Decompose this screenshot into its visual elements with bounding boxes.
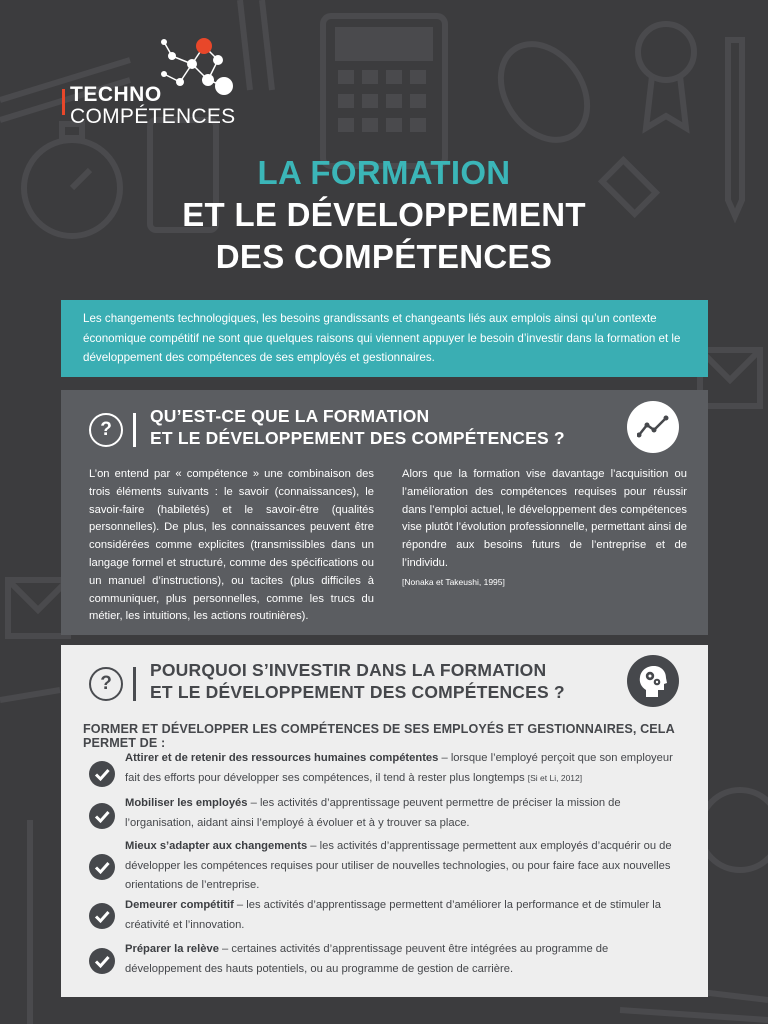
title-line-3: DES COMPÉTENCES [215,238,553,275]
line-chart-icon [627,401,679,453]
benefit-description: – les activités d’apprentissage peuvent permettre de préciser la mission de l’organisation, aidant ainsi l’employé à évoluer et à y trouver sa place. [125,797,621,829]
benefit-reference: [Si et Li, 2012] [527,772,583,783]
title-line-2: ET LE DÉVELOPPEMENT [182,196,586,233]
benefit-text [125,837,685,896]
logo-accent-bar [62,89,65,115]
benefit-description: – les activités d’apprentissage permettent aux employés d’acquérir ou de développer les compétences requises pour utiliser de nouvelles technologies, ou pour faire face aux nouvelles orientations de l’entreprise. [125,840,672,891]
page-title [0,152,768,278]
question-icon: ? [89,667,123,701]
benefit-title: Demeurer compétitif [125,899,234,911]
techno-competences-logo [58,34,258,129]
benefit-text [125,896,685,935]
benefit-description: – lorsque l’employé perçoit que son employeur fait des efforts pour développer ses compétences, il tend à rester plus longtemps [125,752,673,784]
benefit-description: – certaines activités d’apprentissage peuvent être intégrées au programme de développement des hauts potentiels, ou au programme de gestion de carrière. [125,943,609,975]
check-circle-icon [89,854,115,880]
benefit-title: Mobiliser les employés [125,797,248,809]
benefit-text [125,794,685,833]
intro-banner: Les changements technologiques, les besoins grandissants et changeants liés aux emplois ainsi qu’un contexte économique compétitif ne sont que quelques raisons qui viennent appuyer le besoin d’investir dans la formation et le développement des compétences de ses employés et gestionnaires. [61,300,708,377]
logo-text-competences: COMPÉTENCES [70,105,236,128]
heading-divider [133,667,136,701]
section-heading-line-2: ET LE DÉVELOPPEMENT DES COMPÉTENCES ? [150,428,565,448]
section-heading-line-2: ET LE DÉVELOPPEMENT DES COMPÉTENCES ? [150,682,565,702]
check-circle-icon [89,903,115,929]
section-heading [150,405,565,449]
check-circle-icon [89,803,115,829]
benefit-description: – les activités d’apprentissage permettent d’améliorer la performance et de stimuler la créativité et l’innovation. [125,899,661,931]
benefit-text [125,940,685,979]
molecule-logo-icon [158,34,238,104]
benefit-title: Préparer la relève [125,943,219,955]
heading-divider [133,413,136,447]
benefit-title: Mieux s’adapter aux changements [125,840,308,852]
question-icon: ? [89,413,123,447]
section-heading [150,659,565,703]
benefit-text [125,749,685,788]
head-gears-icon [627,655,679,707]
section-heading-line-1: POURQUOI S’INVESTIR DANS LA FORMATION [150,660,547,680]
definition-text-left: L’on entend par « compétence » une combinaison des trois éléments suivants : le savoir (connaissances), le savoir-faire (habiletés) et le savoir-être (qualités personnelles). De plus, les connaissances peuvent être considérées comme explicites (transmissibles dans un langage formel et structuré, comme des spécifications ou un manuel d’instructions), ou tacites (plus difficiles à communiquer, plus personnelles, comme les trucs du métier, les intuitions, les actions routinières). [89,468,374,623]
section-heading-line-1: QU’EST-CE QUE LA FORMATION [150,406,430,426]
reference-citation: [Nonaka et Takeushi, 1995] [402,576,505,587]
section-what-is-training [61,390,708,635]
check-circle-icon [89,948,115,974]
benefit-title: Attirer et de retenir des ressources humaines compétentes [125,752,439,764]
benefits-subheading: FORMER ET DÉVELOPPER LES COMPÉTENCES DE SES EMPLOYÉS ET GESTIONNAIRES, CELA PERMET DE : [83,722,675,750]
logo-text-techno: TECHNO [70,83,162,106]
definition-text-right [402,466,687,589]
definition-text-right-body: Alors que la formation vise davantage l’acquisition ou l’amélioration des compétences requises pour réussir dans l’emploi actuel, le développement des compétences vise plutôt l’évolution professionnelle, permettant ainsi de répondre aux besoins futurs de l’entreprise et de l’individu. [402,468,687,569]
check-circle-icon [89,761,115,787]
title-line-1: LA FORMATION [257,154,511,191]
section-why-invest [61,645,708,997]
